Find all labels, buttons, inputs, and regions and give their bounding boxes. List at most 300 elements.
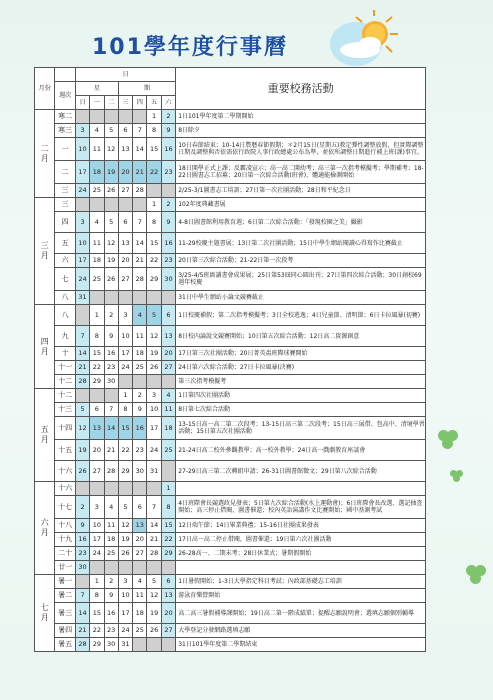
day-cell: 27	[118, 268, 132, 291]
event-cell: 26-28高一、二期末考；28日休業式；暑期假開始	[176, 547, 426, 561]
day-cell: 7	[75, 326, 89, 347]
day-cell: 10	[75, 233, 89, 254]
header-period: 期	[118, 82, 175, 96]
day-cell: 5	[104, 124, 118, 138]
calendar-row	[35, 361, 426, 375]
calendar-row	[35, 561, 426, 575]
day-cell: 24	[75, 268, 89, 291]
day-cell	[161, 375, 175, 389]
day-cell: 21	[104, 440, 118, 461]
calendar-row	[35, 389, 426, 403]
week-label: 十六	[55, 482, 75, 496]
day-cell: 15	[161, 519, 175, 533]
day-cell: 26	[147, 624, 161, 638]
calendar-row	[35, 589, 426, 603]
day-cell: 28	[104, 461, 118, 482]
day-cell: 5	[118, 496, 132, 519]
event-cell	[176, 482, 426, 496]
day-cell: 16	[161, 233, 175, 254]
day-cell: 1	[147, 110, 161, 124]
week-label: 十七	[55, 496, 75, 519]
event-cell: 20日第三次綜合活動；21-22日第一次段考	[176, 254, 426, 268]
calendar-row	[35, 161, 426, 184]
month-label: 七月	[35, 575, 55, 652]
day-cell: 4	[104, 496, 118, 519]
day-cell: 7	[75, 589, 89, 603]
week-label: 八	[55, 305, 75, 326]
day-cell: 17	[75, 254, 89, 268]
calendar-row	[35, 375, 426, 389]
day-cell: 17	[147, 417, 161, 440]
day-cell	[90, 561, 104, 575]
day-cell	[75, 110, 89, 124]
day-cell: 4	[133, 575, 147, 589]
day-cell: 17	[75, 161, 89, 184]
day-cell: 22	[147, 254, 161, 268]
day-cell: 21	[75, 361, 89, 375]
day-cell	[118, 561, 132, 575]
day-cell: 15	[147, 138, 161, 161]
week-label: 一	[55, 138, 75, 161]
week-label: 廿一	[55, 561, 75, 575]
day-cell: 2	[104, 575, 118, 589]
calendar-row	[35, 575, 426, 589]
day-cell: 3	[75, 212, 89, 233]
day-cell: 20	[161, 347, 175, 361]
week-label: 寒二	[55, 110, 75, 124]
day-cell: 28	[147, 547, 161, 561]
day-cell: 2	[75, 496, 89, 519]
day-cell: 11	[104, 519, 118, 533]
day-cell: 26	[104, 184, 118, 198]
week-label: 二	[55, 161, 75, 184]
week-label: 十四	[55, 417, 75, 440]
day-cell	[133, 291, 147, 305]
week-label: 三	[55, 198, 75, 212]
event-cell: 24日第六次綜合活動；27日卡拉風暴(決賽)	[176, 361, 426, 375]
day-cell: 10	[118, 589, 132, 603]
day-cell	[147, 482, 161, 496]
day-cell	[161, 461, 175, 482]
day-cell: 9	[133, 403, 147, 417]
event-cell: 102年度典藏書展	[176, 198, 426, 212]
day-cell: 25	[90, 184, 104, 198]
day-cell: 23	[75, 547, 89, 561]
day-cell: 4	[90, 212, 104, 233]
day-cell: 19	[147, 603, 161, 624]
calendar-row	[35, 482, 426, 496]
day-cell: 5	[147, 575, 161, 589]
day-cell: 12	[75, 417, 89, 440]
day-cell: 24	[118, 624, 132, 638]
calendar-row	[35, 638, 426, 652]
header-day: 日	[75, 68, 175, 82]
day-cell: 5	[104, 212, 118, 233]
day-cell: 11	[133, 326, 147, 347]
day-cell: 29	[118, 461, 132, 482]
event-cell: 大學登記分發網路選填志願	[176, 624, 426, 638]
month-label: 四月	[35, 305, 55, 389]
day-cell: 24	[90, 547, 104, 561]
day-cell: 25	[161, 440, 175, 461]
day-cell	[147, 184, 161, 198]
week-label: 六	[55, 254, 75, 268]
event-cell: 12日端午節；14日畢業典禮；15-16日社團成果發表	[176, 519, 426, 533]
calendar-row	[35, 440, 426, 461]
calendar-row	[35, 184, 426, 198]
day-cell: 8	[147, 212, 161, 233]
day-cell: 21	[133, 254, 147, 268]
month-label: 三月	[35, 198, 55, 305]
day-cell: 30	[161, 268, 175, 291]
day-cell: 1	[161, 482, 175, 496]
day-cell: 3	[118, 305, 132, 326]
day-cell: 22	[161, 533, 175, 547]
header-events: 重要校務活動	[176, 68, 426, 110]
day-cell: 7	[147, 496, 161, 519]
day-cell: 1	[90, 305, 104, 326]
calendar-row	[35, 305, 426, 326]
day-cell: 21	[133, 161, 147, 184]
day-cell: 19	[104, 254, 118, 268]
day-cell: 30	[104, 638, 118, 652]
day-cell: 18	[90, 161, 104, 184]
week-label: 十三	[55, 403, 75, 417]
day-cell: 25	[104, 547, 118, 561]
header-weekday: 三	[118, 96, 132, 110]
day-cell: 3	[90, 496, 104, 519]
day-cell: 13	[133, 519, 147, 533]
day-cell	[161, 561, 175, 575]
day-cell: 23	[104, 624, 118, 638]
header-weekday: 二	[104, 96, 118, 110]
day-cell: 28	[133, 268, 147, 291]
day-cell	[161, 638, 175, 652]
day-cell: 19	[104, 161, 118, 184]
day-cell	[75, 198, 89, 212]
event-cell: 18日開學正式上課；反霸凌宣示；高一高二開幼考；高三第一次指考模擬考；學期補考；18-22日圖書志工招募；20日第一次綜合活動(班會)、體適能檢測開始	[176, 161, 426, 184]
day-cell: 13	[161, 326, 175, 347]
event-cell: 17日高一高二停止借閱，圖書催還；19日第六次社團活動	[176, 533, 426, 547]
day-cell: 8	[90, 326, 104, 347]
header-weekday: 一	[90, 96, 104, 110]
day-cell: 27	[133, 547, 147, 561]
month-label: 五月	[35, 389, 55, 482]
day-cell	[118, 110, 132, 124]
day-cell	[118, 291, 132, 305]
day-cell: 14	[133, 138, 147, 161]
day-cell: 23	[161, 254, 175, 268]
day-cell: 6	[161, 305, 175, 326]
day-cell	[147, 291, 161, 305]
day-cell: 23	[133, 440, 147, 461]
day-cell: 16	[104, 603, 118, 624]
day-cell	[104, 482, 118, 496]
calendar-row	[35, 124, 426, 138]
day-cell: 14	[147, 519, 161, 533]
day-cell: 22	[147, 161, 161, 184]
day-cell: 12	[104, 233, 118, 254]
day-cell	[90, 198, 104, 212]
day-cell: 26	[147, 361, 161, 375]
day-cell: 2	[133, 389, 147, 403]
day-cell: 18	[90, 254, 104, 268]
page-title: 101學年度行事曆	[92, 35, 288, 60]
day-cell: 14	[75, 603, 89, 624]
day-cell: 26	[75, 461, 89, 482]
day-cell: 14	[75, 347, 89, 361]
event-cell: 11-29校慶主題書展；13日第二次社團活動；15日中學生網站閱讀心得寫作比賽截止	[176, 233, 426, 254]
day-cell: 15	[90, 347, 104, 361]
day-cell: 29	[90, 375, 104, 389]
calendar-row	[35, 110, 426, 124]
week-label: 十六	[55, 461, 75, 482]
day-cell	[133, 198, 147, 212]
day-cell: 20	[133, 533, 147, 547]
event-cell: 高二高三暑假補導課開始；19日高二第一階成績單；提醒志願說明會；選填志願個別輔導	[176, 603, 426, 624]
day-cell: 27	[90, 461, 104, 482]
event-cell: 31日中學生網站小論文競賽截止	[176, 291, 426, 305]
day-cell: 9	[161, 124, 175, 138]
day-cell: 2	[161, 198, 175, 212]
day-cell: 28	[133, 184, 147, 198]
day-cell: 25	[133, 624, 147, 638]
event-cell: 3/25-4/5班級讀書會成果展；25日第53屆同心圓出刊；27日第四次綜合活動；30日創校69週年校慶	[176, 268, 426, 291]
month-label: 二月	[35, 110, 55, 198]
week-label: 八	[55, 291, 75, 305]
week-label: 四	[55, 212, 75, 233]
week-label: 十八	[55, 519, 75, 533]
calendar-row	[35, 461, 426, 482]
day-cell	[147, 638, 161, 652]
day-cell: 15	[147, 233, 161, 254]
day-cell: 22	[118, 440, 132, 461]
calendar-table	[34, 67, 426, 652]
day-cell: 4	[133, 305, 147, 326]
day-cell: 18	[133, 347, 147, 361]
event-cell: 27-29日高三第二次轉組申請；26-31日圖書館徵文；29日第八次綜合活動	[176, 461, 426, 482]
day-cell: 18	[133, 603, 147, 624]
day-cell: 26	[118, 547, 132, 561]
day-cell: 21	[75, 624, 89, 638]
day-cell: 19	[147, 347, 161, 361]
event-cell: 8日校內論說文競賽開始；10日第五次綜合活動；12日高二資源創意	[176, 326, 426, 347]
day-cell: 17	[118, 347, 132, 361]
event-cell: 1日101學年度第二學期開始	[176, 110, 426, 124]
day-cell: 5	[75, 403, 89, 417]
day-cell: 31	[75, 291, 89, 305]
day-cell: 12	[147, 326, 161, 347]
day-cell	[147, 561, 161, 575]
day-cell: 14	[104, 417, 118, 440]
day-cell: 6	[161, 575, 175, 589]
day-cell: 16	[75, 533, 89, 547]
week-label: 五	[55, 233, 75, 254]
day-cell	[133, 561, 147, 575]
day-cell: 17	[118, 603, 132, 624]
day-cell: 25	[133, 361, 147, 375]
day-cell: 3	[147, 389, 161, 403]
week-label: 暑一	[55, 575, 75, 589]
day-cell	[104, 291, 118, 305]
day-cell: 4	[161, 389, 175, 403]
day-cell: 10	[75, 138, 89, 161]
day-cell	[90, 482, 104, 496]
day-cell: 11	[133, 589, 147, 603]
day-cell: 5	[147, 305, 161, 326]
event-cell: 1日校慶補假；第二次指考模擬考；3日全校逃逸；4日兒童節、清明節；6日卡拉風暴(初賽)	[176, 305, 426, 326]
day-cell: 2	[104, 305, 118, 326]
day-cell: 9	[104, 326, 118, 347]
event-cell: 17日第三次社團活動；20日菁英盃班際球賽開始	[176, 347, 426, 361]
day-cell: 31	[147, 461, 161, 482]
day-cell: 20	[118, 161, 132, 184]
day-cell: 9	[75, 519, 89, 533]
calendar-row	[35, 268, 426, 291]
day-cell	[161, 291, 175, 305]
event-cell: 8日除夕	[176, 124, 426, 138]
calendar-row	[35, 326, 426, 347]
day-cell: 18	[161, 417, 175, 440]
week-label: 十九	[55, 533, 75, 547]
event-cell: 游泳育樂營開始	[176, 589, 426, 603]
calendar-row	[35, 347, 426, 361]
day-cell	[75, 575, 89, 589]
event-cell: 第三次指考模擬考	[176, 375, 426, 389]
header-month: 月份	[35, 68, 55, 110]
day-cell	[133, 638, 147, 652]
day-cell: 24	[147, 440, 161, 461]
day-cell	[104, 110, 118, 124]
event-cell: 31日101學年度第二學期結束	[176, 638, 426, 652]
calendar-row	[35, 198, 426, 212]
day-cell: 23	[104, 361, 118, 375]
month-label: 六月	[35, 482, 55, 575]
day-cell: 16	[133, 417, 147, 440]
day-cell: 6	[118, 212, 132, 233]
calendar-row	[35, 547, 426, 561]
calendar-row	[35, 624, 426, 638]
day-cell: 21	[147, 533, 161, 547]
day-cell: 12	[118, 519, 132, 533]
day-cell: 19	[75, 440, 89, 461]
event-cell: 4日班際會長競選政見發表；5日第九次綜合活動(水上運動會)；6日班際會長改選、選記抽查開始；高三停止借閱，圖書催還；校內英語演講作文比賽開始；國中基測考試	[176, 496, 426, 519]
day-cell	[90, 110, 104, 124]
sun-cloud-icon	[330, 8, 400, 70]
calendar-row	[35, 603, 426, 624]
calendar-row	[35, 417, 426, 440]
day-cell: 16	[161, 138, 175, 161]
event-cell: 8日第七次綜合活動	[176, 403, 426, 417]
day-cell: 25	[90, 268, 104, 291]
day-cell: 6	[118, 124, 132, 138]
day-cell	[161, 184, 175, 198]
event-cell: 4-8日圖書館利用教育週；6日第二次綜合活動：「發現校園之美」攝影	[176, 212, 426, 233]
day-cell: 29	[161, 547, 175, 561]
day-cell: 8	[118, 403, 132, 417]
day-cell: 19	[118, 533, 132, 547]
day-cell: 12	[104, 138, 118, 161]
day-cell: 10	[147, 403, 161, 417]
day-cell: 8	[161, 496, 175, 519]
day-cell: 28	[75, 375, 89, 389]
day-cell: 18	[104, 533, 118, 547]
day-cell	[133, 110, 147, 124]
day-cell: 9	[104, 589, 118, 603]
calendar-row	[35, 254, 426, 268]
week-label: 暑三	[55, 603, 75, 624]
calendar-row	[35, 403, 426, 417]
week-label: 暑五	[55, 638, 75, 652]
day-cell: 3	[75, 124, 89, 138]
day-cell: 30	[104, 375, 118, 389]
week-label: 十二	[55, 375, 75, 389]
day-cell: 14	[133, 233, 147, 254]
day-cell: 11	[161, 403, 175, 417]
day-cell: 8	[147, 124, 161, 138]
header-star: 星	[75, 82, 118, 96]
day-cell: 23	[161, 161, 175, 184]
header-week: 週次	[55, 82, 75, 110]
day-cell: 30	[75, 561, 89, 575]
week-label: 二十	[55, 547, 75, 561]
week-label: 暑二	[55, 589, 75, 603]
day-cell: 29	[147, 268, 161, 291]
day-cell: 17	[90, 533, 104, 547]
day-cell: 7	[133, 212, 147, 233]
day-cell: 8	[90, 589, 104, 603]
day-cell: 31	[118, 638, 132, 652]
day-cell: 10	[118, 326, 132, 347]
calendar-row	[35, 496, 426, 519]
event-cell: 13-15日高一高二第二次段考；13-15日高三第二次段考；15日高三展借、包高中、清境學習活動；15日第五次社團活動	[176, 417, 426, 440]
day-cell: 1	[147, 198, 161, 212]
day-cell: 30	[133, 461, 147, 482]
week-label: 暑四	[55, 624, 75, 638]
day-cell: 1	[118, 389, 132, 403]
day-cell: 29	[90, 638, 104, 652]
day-cell	[90, 389, 104, 403]
week-label: 十	[55, 347, 75, 361]
day-cell: 13	[90, 417, 104, 440]
day-cell: 24	[75, 184, 89, 198]
event-cell	[176, 561, 426, 575]
day-cell: 13	[118, 233, 132, 254]
calendar-row	[35, 233, 426, 254]
day-cell: 12	[147, 589, 161, 603]
day-cell: 13	[118, 138, 132, 161]
week-label: 十五	[55, 440, 75, 461]
day-cell	[75, 389, 89, 403]
day-cell: 7	[104, 403, 118, 417]
day-cell: 4	[90, 124, 104, 138]
day-cell: 7	[133, 124, 147, 138]
event-cell: 1日暑假開始；1-3日大學指定科目考試；內政部基礎志工培訓	[176, 575, 426, 589]
calendar-row	[35, 533, 426, 547]
day-cell: 24	[118, 361, 132, 375]
calendar-row	[35, 291, 426, 305]
header-weekday: 日	[75, 96, 89, 110]
day-cell: 20	[161, 603, 175, 624]
day-cell: 22	[90, 361, 104, 375]
week-label: 十一	[55, 361, 75, 375]
calendar-row	[35, 138, 426, 161]
day-cell	[75, 482, 89, 496]
day-cell: 9	[161, 212, 175, 233]
week-label: 九	[55, 326, 75, 347]
day-cell: 20	[118, 254, 132, 268]
day-cell: 11	[90, 138, 104, 161]
